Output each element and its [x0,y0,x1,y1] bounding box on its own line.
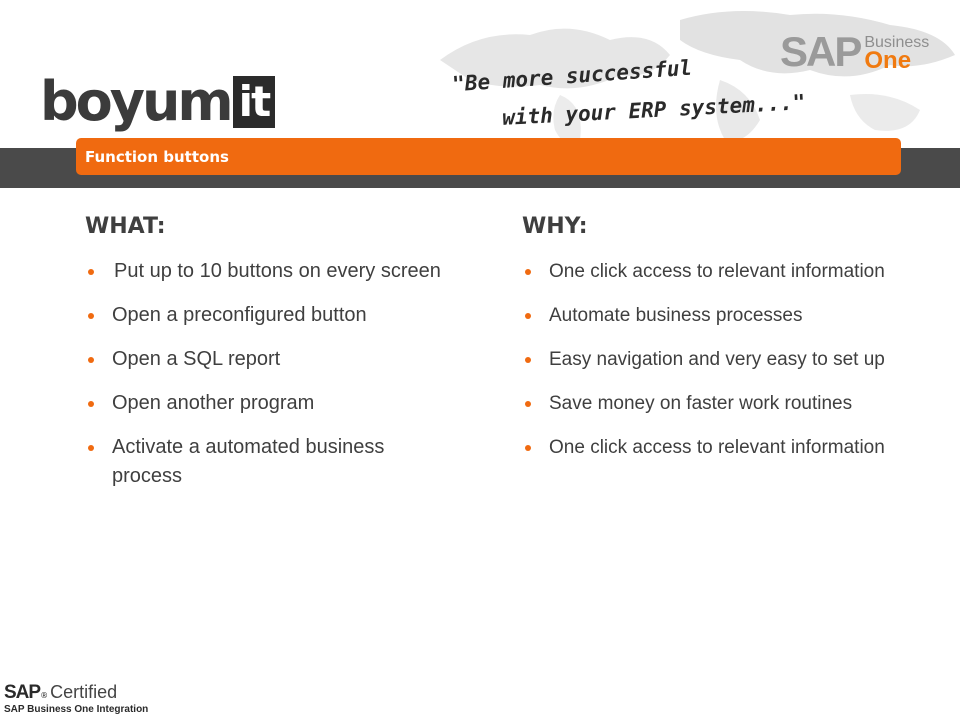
why-item-text: Easy navigation and very easy to set up [549,349,885,370]
why-item-text: Save money on faster work routines [549,393,853,414]
bullet-icon [88,401,94,407]
why-item-text: Automate business processes [549,305,803,326]
what-item [85,345,455,374]
bullet-icon [525,313,531,319]
why-item-text: One click access to relevant information [549,437,885,458]
why-column [522,214,922,477]
tagline [451,55,806,132]
sap-logo-sub [864,34,930,74]
what-item [85,389,455,418]
what-item [85,257,455,286]
why-item-text: One click access to relevant information [549,261,885,282]
sap-logo-business: Business [864,34,930,51]
sap-logo-text: SAP [780,28,861,75]
sap-logo-one: One [864,47,912,74]
what-item-text: Put up to 10 buttons on every screen [114,260,441,282]
why-item [522,345,922,374]
tagline-line-2: with your ERP system..." [501,90,806,130]
sap-certified-top [4,682,154,704]
why-item [522,257,922,286]
what-item-text: Open a SQL report [112,348,281,370]
bullet-icon [525,401,531,407]
boyum-it-logo [40,62,275,132]
what-list [85,257,455,491]
what-item [85,301,455,330]
section-title: Function buttons [85,148,229,166]
bullet-icon [88,269,94,275]
what-item [85,433,455,491]
why-list [522,257,922,462]
what-column [85,214,455,506]
what-item-text: Open a preconfigured button [112,304,367,326]
sap-certified-sap: SAP [4,682,41,703]
bullet-icon [525,357,531,363]
bullet-icon [525,269,531,275]
bullet-icon [88,313,94,319]
what-item-text: Open another program [112,392,315,414]
bullet-icon [88,445,94,451]
sap-certified-word: Certified [50,682,118,702]
why-item [522,433,922,462]
bullet-icon [88,357,94,363]
registered-mark: ® [40,691,49,700]
why-heading: WHY: [522,214,588,239]
logo-it-box: it [233,76,275,128]
logo-word: boyum [40,70,231,133]
what-item-text: Activate a automated business process [112,436,385,487]
why-item [522,389,922,418]
why-item [522,301,922,330]
bullet-icon [525,445,531,451]
sap-certified-badge [4,682,154,715]
tagline-line-1: "Be more successful [451,55,693,97]
sap-business-one-logo [780,30,929,74]
sap-certified-integration: SAP Business One Integration [4,704,149,715]
section-title-bar [76,138,901,175]
what-heading: WHAT: [85,214,166,239]
